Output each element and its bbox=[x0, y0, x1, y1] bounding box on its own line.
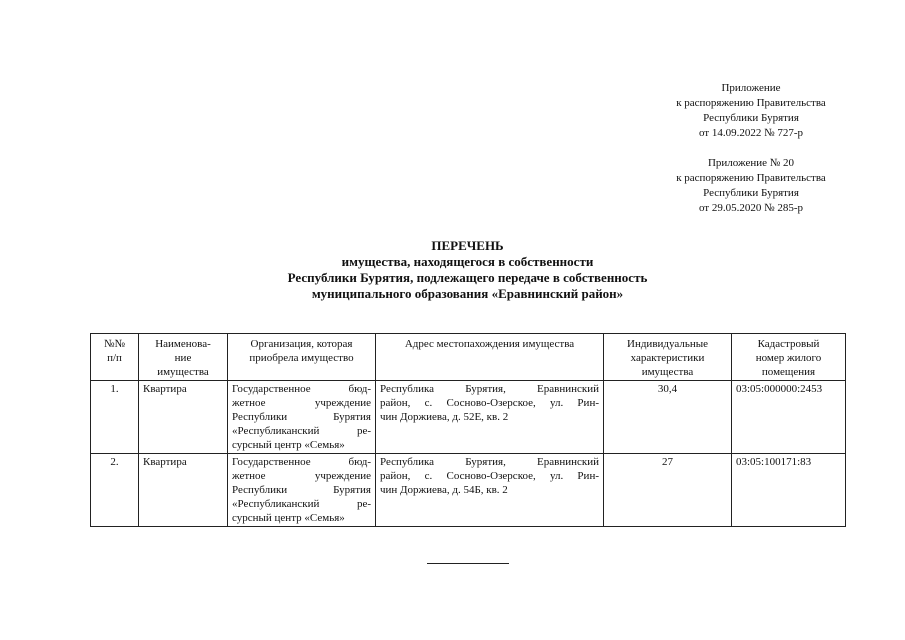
cell-address-line: район, с. Сосново-Озерское, ул. Рин- bbox=[380, 470, 599, 482]
cell-organization-line: Республики Бурятия bbox=[232, 484, 371, 496]
header-line: приобрела имущество bbox=[249, 352, 354, 364]
cell-address-line: Республика Бурятия, Еравнинский bbox=[380, 383, 599, 395]
end-separator-line bbox=[427, 563, 509, 564]
cell-address bbox=[376, 454, 604, 527]
cell-organization-line: сурсный центр «Семья» bbox=[232, 439, 345, 451]
cell-name: Квартира bbox=[139, 454, 228, 527]
document-title bbox=[0, 238, 905, 302]
property-table bbox=[90, 333, 846, 527]
cell-organization-line: Государственное бюд- bbox=[232, 383, 371, 395]
cell-cadastral: 03:05:000000:2453 bbox=[732, 381, 846, 454]
header-line: номер жилого bbox=[755, 352, 822, 364]
cell-name: Квартира bbox=[139, 381, 228, 454]
cell-number: 1. bbox=[91, 381, 139, 454]
appendix-order-ref: к распоряжению Правительства bbox=[676, 172, 826, 184]
header-line: имущества bbox=[157, 366, 209, 378]
title-heading: ПЕРЕЧЕНЬ bbox=[431, 238, 504, 253]
col-address-header bbox=[376, 334, 604, 381]
header-line: имущества bbox=[641, 366, 694, 378]
col-organization-header bbox=[228, 334, 376, 381]
col-number-header bbox=[91, 334, 139, 381]
table-body bbox=[91, 381, 846, 527]
cell-organization-line: «Республиканский ре- bbox=[232, 498, 371, 510]
header-line: Кадастровый bbox=[757, 338, 820, 350]
header-line: характеристики bbox=[630, 352, 705, 364]
cell-organization-line: Государственное бюд- bbox=[232, 456, 371, 468]
header-line: Организация, которая bbox=[250, 338, 353, 350]
table-row bbox=[91, 454, 846, 527]
title-line-3: муниципального образования «Еравнинский район» bbox=[311, 286, 624, 301]
cell-organization-line: «Республиканский ре- bbox=[232, 425, 371, 437]
col-characteristics-header bbox=[604, 334, 732, 381]
header-line: помещения bbox=[761, 366, 816, 378]
cell-address-line: чин Доржиева, д. 52Е, кв. 2 bbox=[380, 411, 509, 423]
appendix-label: Приложение bbox=[721, 82, 781, 94]
col-cadastral-header bbox=[732, 334, 846, 381]
title-line-1: имущества, находящегося в собственности bbox=[341, 254, 594, 269]
title-line-2: Республики Бурятия, подлежащего передаче в собственность bbox=[287, 270, 648, 285]
table-header-row bbox=[91, 334, 846, 381]
appendix-current-header bbox=[631, 81, 871, 141]
cell-address bbox=[376, 381, 604, 454]
appendix-original-header bbox=[631, 156, 871, 216]
cell-organization bbox=[228, 381, 376, 454]
cell-cadastral: 03:05:100171:83 bbox=[732, 454, 846, 527]
cell-organization-line: сурсный центр «Семья» bbox=[232, 512, 345, 524]
appendix-label: Приложение № 20 bbox=[707, 157, 795, 169]
appendix-government: Республики Бурятия bbox=[703, 187, 799, 199]
cell-organization-line: жетное учреждение bbox=[232, 470, 371, 482]
cell-characteristics: 27 bbox=[604, 454, 732, 527]
appendix-order-ref: к распоряжению Правительства bbox=[676, 97, 826, 109]
header-line: п/п bbox=[107, 352, 122, 364]
cell-organization bbox=[228, 454, 376, 527]
cell-organization-line: Республики Бурятия bbox=[232, 411, 371, 423]
appendix-date-number: от 29.05.2020 № 285-р bbox=[698, 202, 804, 214]
cell-characteristics: 30,4 bbox=[604, 381, 732, 454]
col-name-header bbox=[139, 334, 228, 381]
table-row bbox=[91, 381, 846, 454]
cell-number: 2. bbox=[91, 454, 139, 527]
header-line: №№ bbox=[104, 338, 125, 350]
header-line: ние bbox=[174, 352, 192, 364]
cell-address-line: Республика Бурятия, Еравнинский bbox=[380, 456, 599, 468]
cell-address-line: район, с. Сосново-Озерское, ул. Рин- bbox=[380, 397, 599, 409]
header-line: Адрес местопахождения имущества bbox=[404, 338, 575, 350]
cell-address-line: чин Доржиева, д. 54Б, кв. 2 bbox=[380, 484, 508, 496]
header-line: Наименова- bbox=[155, 338, 211, 350]
cell-organization-line: жетное учреждение bbox=[232, 397, 371, 409]
appendix-government: Республики Бурятия bbox=[703, 112, 799, 124]
appendix-date-number: от 14.09.2022 № 727-р bbox=[698, 127, 804, 139]
header-line: Индивидуальные bbox=[627, 338, 708, 350]
